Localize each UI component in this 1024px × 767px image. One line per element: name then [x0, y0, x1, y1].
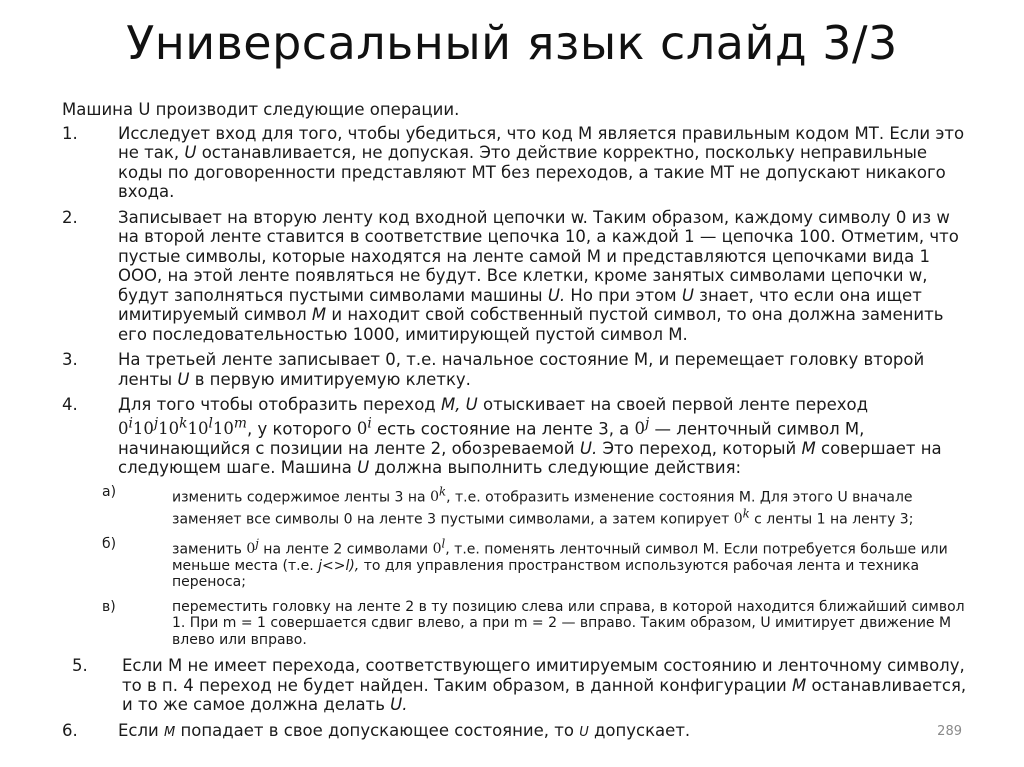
- item-number: 5.: [72, 656, 88, 676]
- item-text: На третьей ленте записывает 0, т.е. начальное состояние M, и перемещает головку второй ленты U в первую имитируемую клетку.: [118, 350, 925, 389]
- page-number: 289: [937, 724, 962, 739]
- slide-title: Универсальный язык слайд 3/3: [126, 16, 898, 70]
- item-text: Для того чтобы отобразить переход M, U отыскивает на своей первой ленте переход 0$^i$10$^j$10$^k$10$^l$10$^m$, у которого 0$^i$ есть состояние на ленте 3, а 0$^j$ — ленточный символ M, начинающийся с позиции на ленте 2, обозреваемой U. Это переход, который M совершает на следующем шаге. Машина U должна выполнить следующие действия:: [118, 395, 942, 477]
- slide-body: [62, 100, 972, 748]
- list-item-6: [62, 721, 972, 743]
- sub-item-text: переместить головку на ленте 2 в ту позицию слева или справа, в которой находится ближайший символ 1. При m = 1 совершается сдвиг влево, а при m = 2 — вправо. Таким образом, U имитирует движение M влево или вправо.: [172, 598, 965, 648]
- item-number: 1.: [62, 123, 78, 143]
- sub-item-number: в): [102, 598, 116, 615]
- list-item-3: [62, 350, 972, 389]
- transition-formula: 0$^i$10$^j$10$^k$10$^l$10$^m$: [118, 415, 247, 438]
- item-number: 6.: [62, 720, 78, 740]
- list-item-4: [62, 395, 972, 478]
- sub-item-a: [102, 484, 972, 528]
- sub-item-b: [102, 536, 972, 591]
- sub-item-text: изменить содержимое ленты 3 на 0$^k$, т.е. отобразить изменение состояния M. Для этого U вначале заменяет все символы 0 на ленте 3 пустыми символами, а затем копирует 0$^k$ с ленты 1 на ленту 3;: [172, 484, 914, 528]
- sub-item-v: [102, 599, 972, 649]
- item-number: 4.: [62, 395, 78, 414]
- sub-item-number: а): [102, 483, 117, 500]
- item-text: Исследует вход для того, чтобы убедиться, что код M является правильным кодом МТ. Если это не так, U останавливается, не допуская. Это действие корректно, поскольку неправильные коды по договоренности представляют МТ без переходов, а такие МТ не допускают никакого входа.: [118, 123, 965, 201]
- list-item-5: [62, 656, 972, 715]
- item-text: Если M попадает в свое допускающее состояние, то U допускает.: [118, 720, 691, 740]
- symbol-formula: 0$^j$: [634, 415, 650, 438]
- item-number: 2.: [62, 207, 78, 227]
- sub-item-number: б): [102, 535, 117, 552]
- item-text: Если M не имеет перехода, соответствующего имитируемым состоянию и ленточному символу, то в п. 4 переход не будет найден. Таким образом, в данной конфигурации M останавливается, и то же самое должна делать U.: [122, 656, 967, 715]
- list-item-1: [62, 124, 972, 202]
- item-text: Записывает на вторую ленту код входной цепочки w. Таким образом, каждому символу 0 из w на второй ленте ставится в соответствие цепочка 10, а каждой 1 — цепочка 100. Отметим, что пустые символы, которые находятся на ленте самой M и представляются цепочками вида 1 OOO, на этой ленте появляться не будут. Все клетки, кроме занятых символами цепочки w, будут заполняться пустыми символами машины U. Но при этом U знает, что если она ищет имитируемый символ M и находит свой собственный пустой символ, то она должна заменить его последовательностью 1000, имитирующей пустой символ M.: [118, 207, 959, 344]
- item-number: 3.: [62, 350, 78, 369]
- state-formula: 0$^i$: [356, 415, 372, 438]
- sub-item-text: заменить 0$^j$ на ленте 2 символами 0$^l$, т.е. поменять ленточный символ M. Если потребуется больше или меньше места (т.е. j<>l), то для управления пространством используются рабочая лента и техника переноса;: [172, 536, 948, 591]
- intro-text: Машина U производит следующие операции.: [62, 100, 460, 119]
- list-item-2: [62, 208, 972, 345]
